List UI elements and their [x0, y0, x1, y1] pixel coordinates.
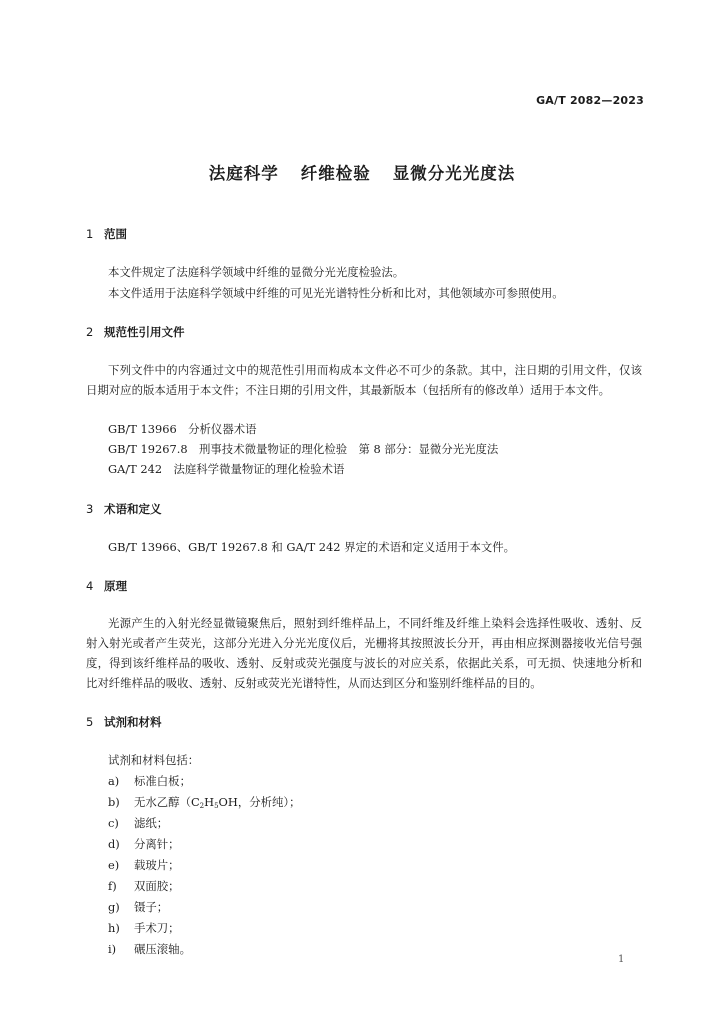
list-text: 碾压滚轴。: [134, 942, 191, 956]
reagents-intro: 试剂和材料包括：: [108, 753, 200, 767]
list-label: h): [108, 921, 120, 935]
list-item: [108, 857, 180, 873]
section-title: 原理: [104, 579, 127, 593]
list-text: 镊子；: [134, 900, 169, 914]
page-number: 1: [618, 954, 625, 965]
section-number: 4: [86, 579, 94, 593]
section-heading-normative-references: [86, 324, 185, 340]
title-part-1: 法庭科学: [208, 164, 279, 183]
standard-code: GA/T 2082—2023: [536, 94, 644, 107]
list-label: a): [108, 774, 120, 788]
section-title: 范围: [104, 227, 127, 241]
title-part-2: 纤维检验: [300, 164, 371, 183]
section-number: 2: [86, 325, 94, 339]
list-label: c): [108, 816, 119, 830]
list-text: 标准白板；: [134, 774, 191, 788]
list-text: 双面胶；: [134, 879, 180, 893]
section-title: 规范性引用文件: [104, 325, 185, 339]
list-label: f): [108, 879, 117, 893]
document-title: [0, 160, 724, 184]
list-label: d): [108, 837, 120, 851]
formula-part: OH，分析纯）；: [218, 795, 301, 809]
list-item: [108, 836, 180, 852]
reference-item: GB/T 19267.8 刑事技术微量物证的理化检验 第 8 部分：显微分光光度法: [108, 442, 499, 456]
list-label: g): [108, 900, 120, 914]
list-label: i): [108, 942, 117, 956]
terms-line: GB/T 13966、GB/T 19267.8 和 GA/T 242 界定的术语和定义适用于本文件。: [108, 540, 516, 554]
section-title: 试剂和材料: [104, 715, 162, 729]
subscript: 2: [199, 802, 205, 810]
section-title: 术语和定义: [104, 502, 162, 516]
list-item: [108, 899, 168, 915]
reference-item: GA/T 242 法庭科学微量物证的理化检验术语: [108, 462, 345, 476]
list-text: 载玻片；: [134, 858, 180, 872]
formula-part: H: [204, 795, 215, 809]
list-text: [134, 795, 300, 809]
formula-part: 无水乙醇（C: [134, 795, 200, 809]
reference-item: GB/T 13966 分析仪器术语: [108, 422, 257, 436]
section-heading-reagents: [86, 714, 162, 730]
list-text: 手术刀；: [134, 921, 180, 935]
section-number: 1: [86, 227, 94, 241]
section-number: 3: [86, 502, 94, 516]
subscript: 5: [214, 802, 219, 810]
list-text: 分离针；: [134, 837, 180, 851]
list-text: 滤纸；: [134, 816, 169, 830]
list-item: [108, 920, 180, 936]
normative-references-paragraph: 下列文件中的内容通过文中的规范性引用而构成本文件必不可少的条款。其中，注日期的引用文件，仅该日期对应的版本适用于本文件；不注日期的引用文件，其最新版本（包括所有的修改单）适用于本文件。: [86, 363, 642, 397]
principle-paragraph: 光源产生的入射光经显微镜聚焦后，照射到纤维样品上，不同纤维及纤维上染料会选择性吸收、透射、反射入射光或者产生荧光，这部分光进入分光光度仪后，光栅将其按照波长分开，再由相应探测器接收光信号强度，得到该纤维样品的吸收、透射、反射或荧光强度与波长的对应关系，依据此关系，可无损、快速地分析和比对纤维样品的吸收、透射、反射或荧光光谱特性，从而达到区分和鉴别纤维样品的目的。: [86, 616, 642, 690]
list-item: [108, 794, 300, 810]
list-item: [108, 878, 180, 894]
list-item: [108, 773, 191, 789]
section-heading-terms: [86, 501, 162, 517]
section-heading-principle: [86, 578, 127, 594]
scope-line-1: 本文件规定了法庭科学领域中纤维的显微分光光度检验法。: [108, 265, 405, 279]
title-part-3: 显微分光光度法: [392, 164, 516, 183]
list-item: [108, 941, 191, 957]
scope-line-2: 本文件适用于法庭科学领域中纤维的可见光光谱特性分析和比对，其他领域亦可参照使用。: [108, 286, 564, 300]
list-item: [108, 815, 168, 831]
list-label: b): [108, 795, 120, 809]
section-heading-scope: [86, 226, 127, 242]
list-label: e): [108, 858, 120, 872]
section-number: 5: [86, 715, 94, 729]
